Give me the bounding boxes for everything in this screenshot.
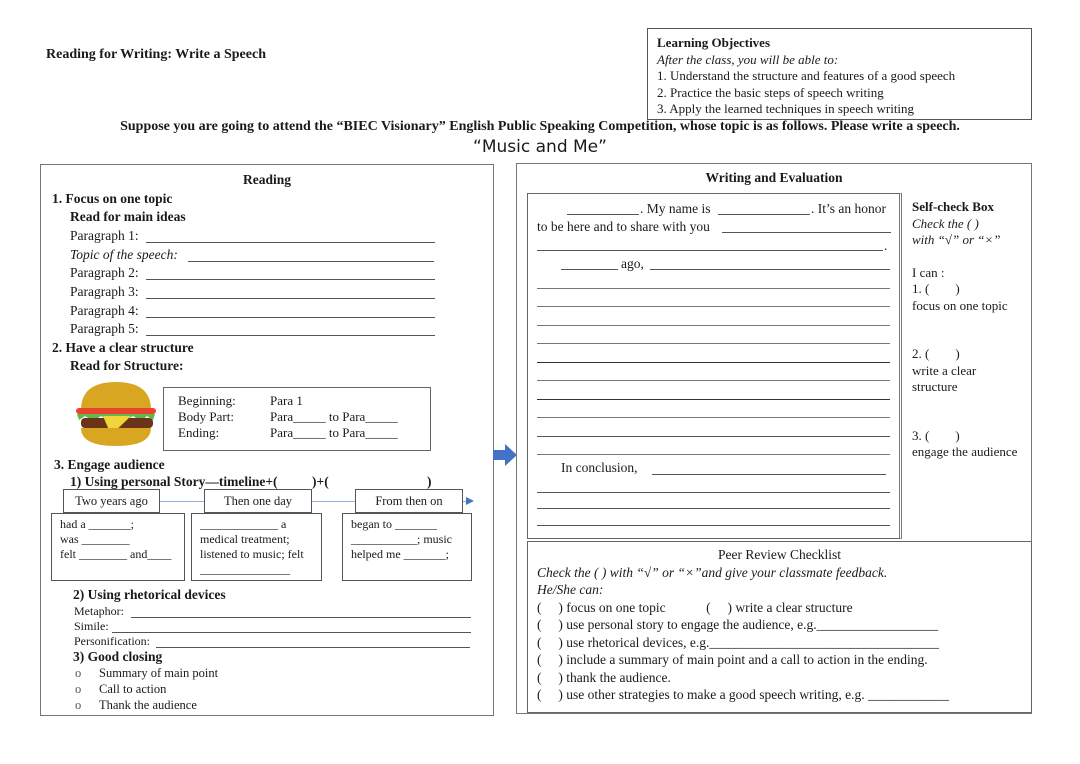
objectives-intro: After the class, you will be able to:: [657, 51, 839, 67]
paragraph-1-label: Paragraph 1:: [70, 228, 139, 243]
personification-label: Personification:: [74, 634, 150, 648]
paragraph-2-blank[interactable]: [146, 279, 435, 280]
peer-review-instruction: Check the ( ) with “√” or “×”and give your classmate feedback.: [537, 564, 888, 580]
writing-blank-line[interactable]: [537, 362, 890, 363]
personal-story-end: ): [427, 474, 432, 489]
structure-label: Ending:: [178, 425, 220, 440]
writing-blank-line[interactable]: [537, 288, 890, 289]
metaphor-label: Metaphor:: [74, 604, 124, 618]
closing-item: o Call to action: [75, 682, 167, 696]
self-check-item-2-check[interactable]: 2. ( ): [912, 346, 960, 361]
objective-item: 3. Apply the learned techniques in speech writing: [657, 101, 915, 116]
personification-blank[interactable]: [156, 647, 470, 648]
peer-review-item[interactable]: ( ) use other strategies to make a good speech writing, e.g. ____________: [537, 687, 950, 702]
speech-writing-area[interactable]: [527, 193, 902, 539]
timeline-line-text: helped me _______;: [351, 547, 449, 561]
conclusion-label: In conclusion,: [561, 460, 638, 475]
section-clear-structure: 2. Have a clear structure: [52, 340, 194, 355]
writing-blank-line[interactable]: [537, 508, 890, 509]
writing-blank-line[interactable]: [650, 269, 890, 270]
self-check-item-2-text: write a clear structure: [912, 362, 977, 394]
personal-story-mid: )+(: [312, 474, 329, 489]
writing-blank-line[interactable]: [537, 417, 890, 418]
timeline-line-text: had a _______;: [60, 517, 134, 531]
writing-blank-line[interactable]: [537, 343, 890, 344]
writing-blank-line[interactable]: [537, 306, 890, 307]
i-can-label: I can :: [912, 264, 945, 280]
timeline-line-text: was ________: [60, 532, 130, 546]
structure-label: Beginning:: [178, 393, 236, 408]
peer-review-item[interactable]: ( ) use personal story to engage the audience, e.g.__________________: [537, 617, 939, 632]
topic-of-speech-label: Topic of the speech:: [70, 247, 178, 262]
objective-item: 1. Understand the structure and features of a good speech: [657, 68, 956, 83]
task-prompt: Suppose you are going to attend the “BIEC Visionary” English Public Speaking Competition, whose topic is as follows. Please write a speech.: [120, 119, 960, 134]
read-main-ideas-label: Read for main ideas: [70, 209, 186, 224]
speech-topic: “Music and Me”: [473, 137, 607, 157]
timeline-head-two-years-ago: Two years ago: [63, 489, 160, 513]
bullet-icon: o: [75, 682, 82, 696]
peer-review-item[interactable]: ( ) use rhetorical devices, e.g.__________________________________: [537, 634, 939, 650]
personal-story-title: 1) Using personal Story—timeline+(: [70, 474, 278, 489]
simile-blank[interactable]: [112, 632, 471, 633]
conclusion-blank[interactable]: [652, 474, 886, 475]
greeting-blank[interactable]: [567, 214, 639, 215]
writing-blank-line[interactable]: [537, 525, 890, 526]
peer-review-title: Peer Review Checklist: [718, 547, 841, 562]
timeline-line-text: began to _______: [351, 517, 437, 531]
paragraph-3-label: Paragraph 3:: [70, 284, 139, 299]
hamburger-icon: [73, 380, 159, 448]
self-check-item-1-check[interactable]: 1. ( ): [912, 281, 960, 296]
writing-line-3-end: .: [884, 238, 888, 253]
paragraph-2-label: Paragraph 2:: [70, 265, 139, 280]
timeline-box-from-then-on[interactable]: [342, 513, 472, 581]
paragraph-5-blank[interactable]: [146, 335, 435, 336]
objectives-title: Learning Objectives: [657, 35, 771, 50]
topic-blank[interactable]: [188, 261, 434, 262]
writing-blank-line[interactable]: [537, 325, 890, 326]
self-check-item-3-text: engage the audience: [912, 444, 1018, 459]
peer-review-checklist: [527, 541, 1032, 713]
timeline-box-then-one-day[interactable]: [191, 513, 322, 581]
section-focus-topic: 1. Focus on one topic: [52, 191, 173, 206]
timeline-line-text: _____________ a: [200, 517, 287, 531]
self-check-instruction: with “√” or “×”: [912, 232, 1001, 247]
peer-review-item[interactable]: ( ) thank the audience.: [537, 669, 671, 685]
timeline-line-text: listened to music; felt: [200, 547, 304, 561]
paragraph-4-blank[interactable]: [146, 317, 435, 318]
peer-review-item[interactable]: ( ) focus on one topic ( ) write a clear structure: [537, 599, 853, 615]
self-check-title: Self-check Box: [912, 199, 994, 214]
timeline-head-then-one-day: Then one day: [204, 489, 312, 513]
name-blank[interactable]: [718, 214, 810, 215]
share-blank[interactable]: [722, 232, 891, 233]
writing-line-1a: . My name is: [640, 201, 711, 216]
right-arrow-icon: [493, 444, 517, 466]
timeline-box-two-years-ago[interactable]: [51, 513, 185, 581]
bullet-icon: o: [75, 666, 82, 680]
closing-item: o Summary of main point: [75, 666, 219, 680]
paragraph-5-label: Paragraph 5:: [70, 321, 139, 336]
reading-panel: [40, 164, 494, 716]
peer-review-sub: He/She can:: [537, 582, 604, 597]
writing-line-1b: . It’s an honor: [811, 201, 886, 216]
timeline-line-text: medical treatment;: [200, 532, 290, 546]
self-check-instruction: Check the ( ): [912, 215, 979, 231]
writing-evaluation-panel: [516, 163, 1032, 714]
writing-title: Writing and Evaluation: [705, 170, 843, 185]
self-check-item-3-check[interactable]: 3. ( ): [912, 427, 960, 443]
time-blank[interactable]: [561, 269, 618, 270]
rhetorical-devices-title: 2) Using rhetorical devices: [73, 587, 226, 602]
paragraph-1-blank[interactable]: [146, 242, 435, 243]
timeline-line-text: _______________: [200, 562, 290, 576]
writing-blank-line[interactable]: [537, 454, 890, 455]
reading-title: Reading: [242, 172, 291, 187]
writing-blank-line[interactable]: [537, 250, 883, 251]
writing-blank-line[interactable]: [537, 380, 890, 381]
learning-objectives-box: [647, 28, 1032, 120]
paragraph-4-label: Paragraph 4:: [70, 303, 139, 318]
good-closing-title: 3) Good closing: [73, 649, 163, 664]
timeline-line-text: ___________; music: [351, 532, 452, 546]
read-structure-label: Read for Structure:: [70, 358, 184, 373]
timeline-line-text: felt ________ and____: [60, 547, 172, 561]
writing-line-4: ago,: [621, 256, 644, 271]
writing-blank-line[interactable]: [537, 492, 890, 493]
writing-line-2: to be here and to share with you: [537, 219, 710, 234]
structure-box: [163, 387, 431, 451]
objective-item: 2. Practice the basic steps of speech writing: [657, 84, 884, 100]
structure-value[interactable]: Para_____ to Para_____: [270, 425, 398, 440]
section-engage-audience: 3. Engage audience: [54, 457, 165, 472]
bullet-icon: o: [75, 698, 82, 712]
document-title: Reading for Writing: Write a Speech: [46, 47, 266, 62]
timeline-arrow-icon: [465, 496, 475, 506]
structure-value[interactable]: Para_____ to Para_____: [270, 409, 398, 424]
writing-blank-line[interactable]: [537, 399, 890, 400]
timeline-head-from-then-on: From then on: [355, 489, 463, 513]
metaphor-blank[interactable]: [131, 617, 471, 618]
closing-item: o Thank the audience: [75, 698, 197, 712]
structure-value: Para 1: [270, 393, 303, 408]
structure-label: Body Part:: [178, 409, 234, 424]
self-check-item-1-text: focus on one topic: [912, 297, 1008, 313]
simile-label: Simile:: [74, 619, 109, 633]
writing-blank-line[interactable]: [537, 436, 890, 437]
paragraph-3-blank[interactable]: [146, 298, 435, 299]
peer-review-item[interactable]: ( ) include a summary of main point and a call to action in the ending.: [537, 652, 928, 667]
self-check-box: [902, 193, 1032, 539]
